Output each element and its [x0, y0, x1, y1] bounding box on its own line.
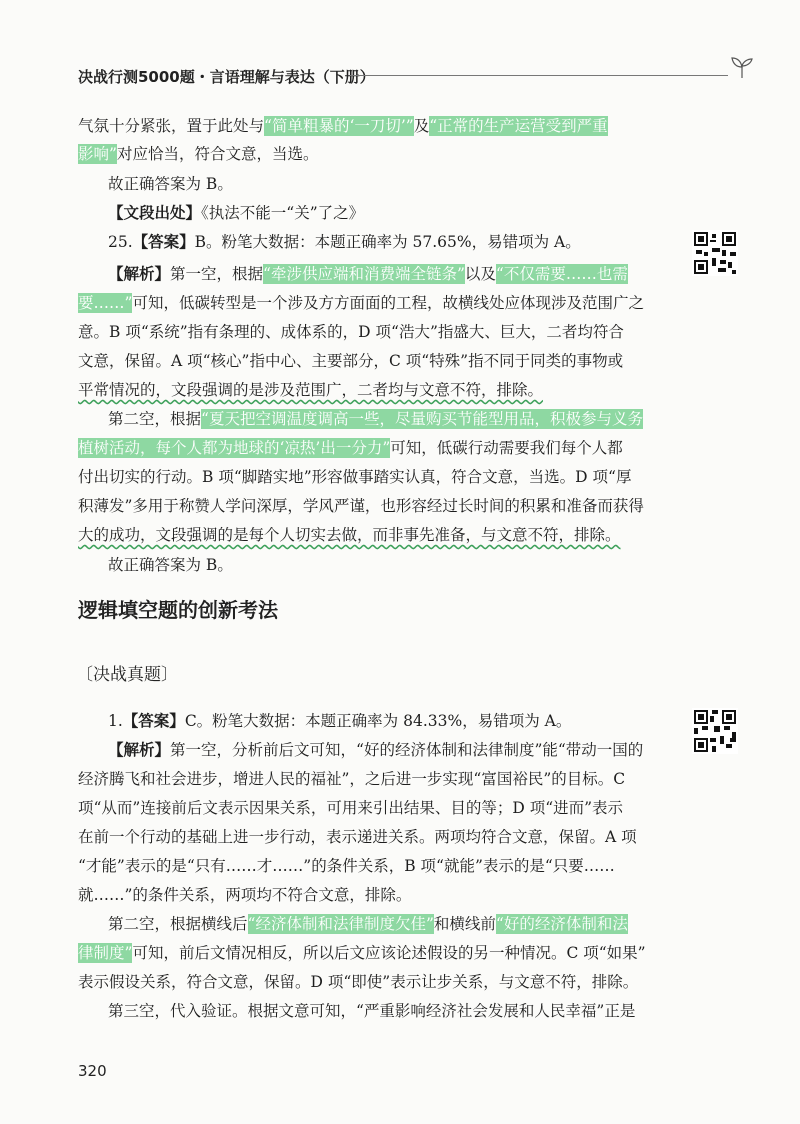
highlight: 影响” [78, 145, 117, 163]
text-line: 表示假设关系，符合文意，保留。D 项“即使”表示让步关系，与文意不符，排除。 [78, 973, 639, 991]
text-line: 积薄发”多用于称赞人学问深厚，学风严谨，也形容经过长时间的积累和准备而获得 [78, 497, 644, 515]
source-line: 【文段出处】《执法不能一“关”了之》 [108, 203, 365, 222]
page-number: 320 [78, 1062, 107, 1080]
text-line: 在前一个行动的基础上进一步行动，表示递进关系。两项均符合文意，保留。A 项 [78, 828, 637, 846]
highlight: 植树活动，每个人都为地球的‘凉热’出一分力” [78, 439, 391, 457]
section-title: 逻辑填空题的创新考法 [78, 598, 278, 622]
sprout-icon [728, 54, 756, 80]
text-line: 意。B 项“系统”指有条理的、成体系的，D 项“浩大”指盛大、巨大，二者均符合 [78, 323, 624, 341]
book-title: 决战行测5000题・言语理解与表达（下册） [78, 68, 375, 86]
running-header [78, 62, 758, 90]
header-rule [350, 75, 728, 76]
section-subtitle: 〔决战真题〕 [76, 665, 178, 685]
answer-line-25: 25.【答案】B。粉笔大数据：本题正确率为 57.65%，易错项为 A。 [108, 232, 581, 251]
text-line: 【解析】第一空，分析前后文可知，“好的经济体制和法律制度”能“带动一国的 [108, 740, 644, 759]
conclusion-line: 故正确答案为 B。 [108, 556, 233, 574]
text-line: 律制度”可知，前后文情况相反，所以后文应该论述假设的另一种情况。C 项“如果” [78, 944, 646, 962]
highlight: 要……” [78, 294, 133, 312]
highlight: “夏天把空调温度调高一些，尽量购买节能型用品，积极参与义务 [201, 410, 643, 428]
text-line: 平常情况的，文段强调的是涉及范围广，二者均与文意不符，排除。 [78, 381, 544, 399]
highlight: 律制度” [78, 944, 133, 962]
text-line: 要……”可知，低碳转型是一个涉及方方面面的工程，故横线处应体现涉及范围广之 [78, 294, 644, 312]
text-line: “才能”表示的是“只有……才……”的条件关系，B 项“就能”表示的是“只要…… [78, 857, 615, 875]
highlight: “不仅需要……也需 [495, 265, 628, 283]
text-line: 项“从而”连接前后文表示因果关系，可用来引出结果、目的等；D 项“进而”表示 [78, 799, 624, 817]
text-line: 影响”对应恰当，符合文意，当选。 [78, 145, 319, 163]
text-line: 就……”的条件关系，两项均不符合文意，排除。 [78, 886, 412, 904]
text-line: 经济腾飞和社会进步，增进人民的福祉”，之后进一步实现“富国裕民”的目标。C [78, 770, 626, 788]
conclusion-line: 故正确答案为 B。 [108, 175, 233, 193]
text-line: 气氛十分紧张，置于此处与“简单粗暴的‘一刀切’”及“正常的生产运营受到严重 [78, 117, 608, 135]
text-line: 付出切实的行动。B 项“脚踏实地”形容做事踏实认真，符合文意，当选。D 项“厚 [78, 468, 632, 486]
text-line: 第二空，根据横线后“经济体制和法律制度欠佳”和横线前“好的经济体制和法 [108, 915, 628, 933]
text-line: 【解析】第一空，根据“牵涉供应端和消费端全链条”以及“不仅需要……也需 [108, 264, 628, 283]
highlight: “简单粗暴的‘一刀切’” [264, 117, 414, 135]
text-line: 文意，保留。A 项“核心”指中心、主要部分，C 项“特殊”指不同于同类的事物或 [78, 352, 624, 370]
highlight: “好的经济体制和法 [495, 915, 628, 933]
highlight: “经济体制和法律制度欠佳” [247, 915, 434, 933]
text-line: 第三空，代入验证。根据文意可知，“严重影响经济社会发展和人民幸福”正是 [108, 1002, 636, 1020]
text-line: 大的成功，文段强调的是每个人切实去做，而非事先准备，与文意不符，排除。 [78, 526, 621, 544]
answer-line-1: 1.【答案】C。粉笔大数据：本题正确率为 84.33%，易错项为 A。 [108, 711, 572, 730]
highlight: “正常的生产运营受到严重 [429, 117, 608, 135]
text-line: 植树活动，每个人都为地球的‘凉热’出一分力”可知，低碳行动需要我们每个人都 [78, 439, 623, 457]
highlight: “牵涉供应端和消费端全链条” [263, 265, 465, 283]
text-line: 第二空，根据“夏天把空调温度调高一些，尽量购买节能型用品，积极参与义务 [108, 410, 643, 428]
